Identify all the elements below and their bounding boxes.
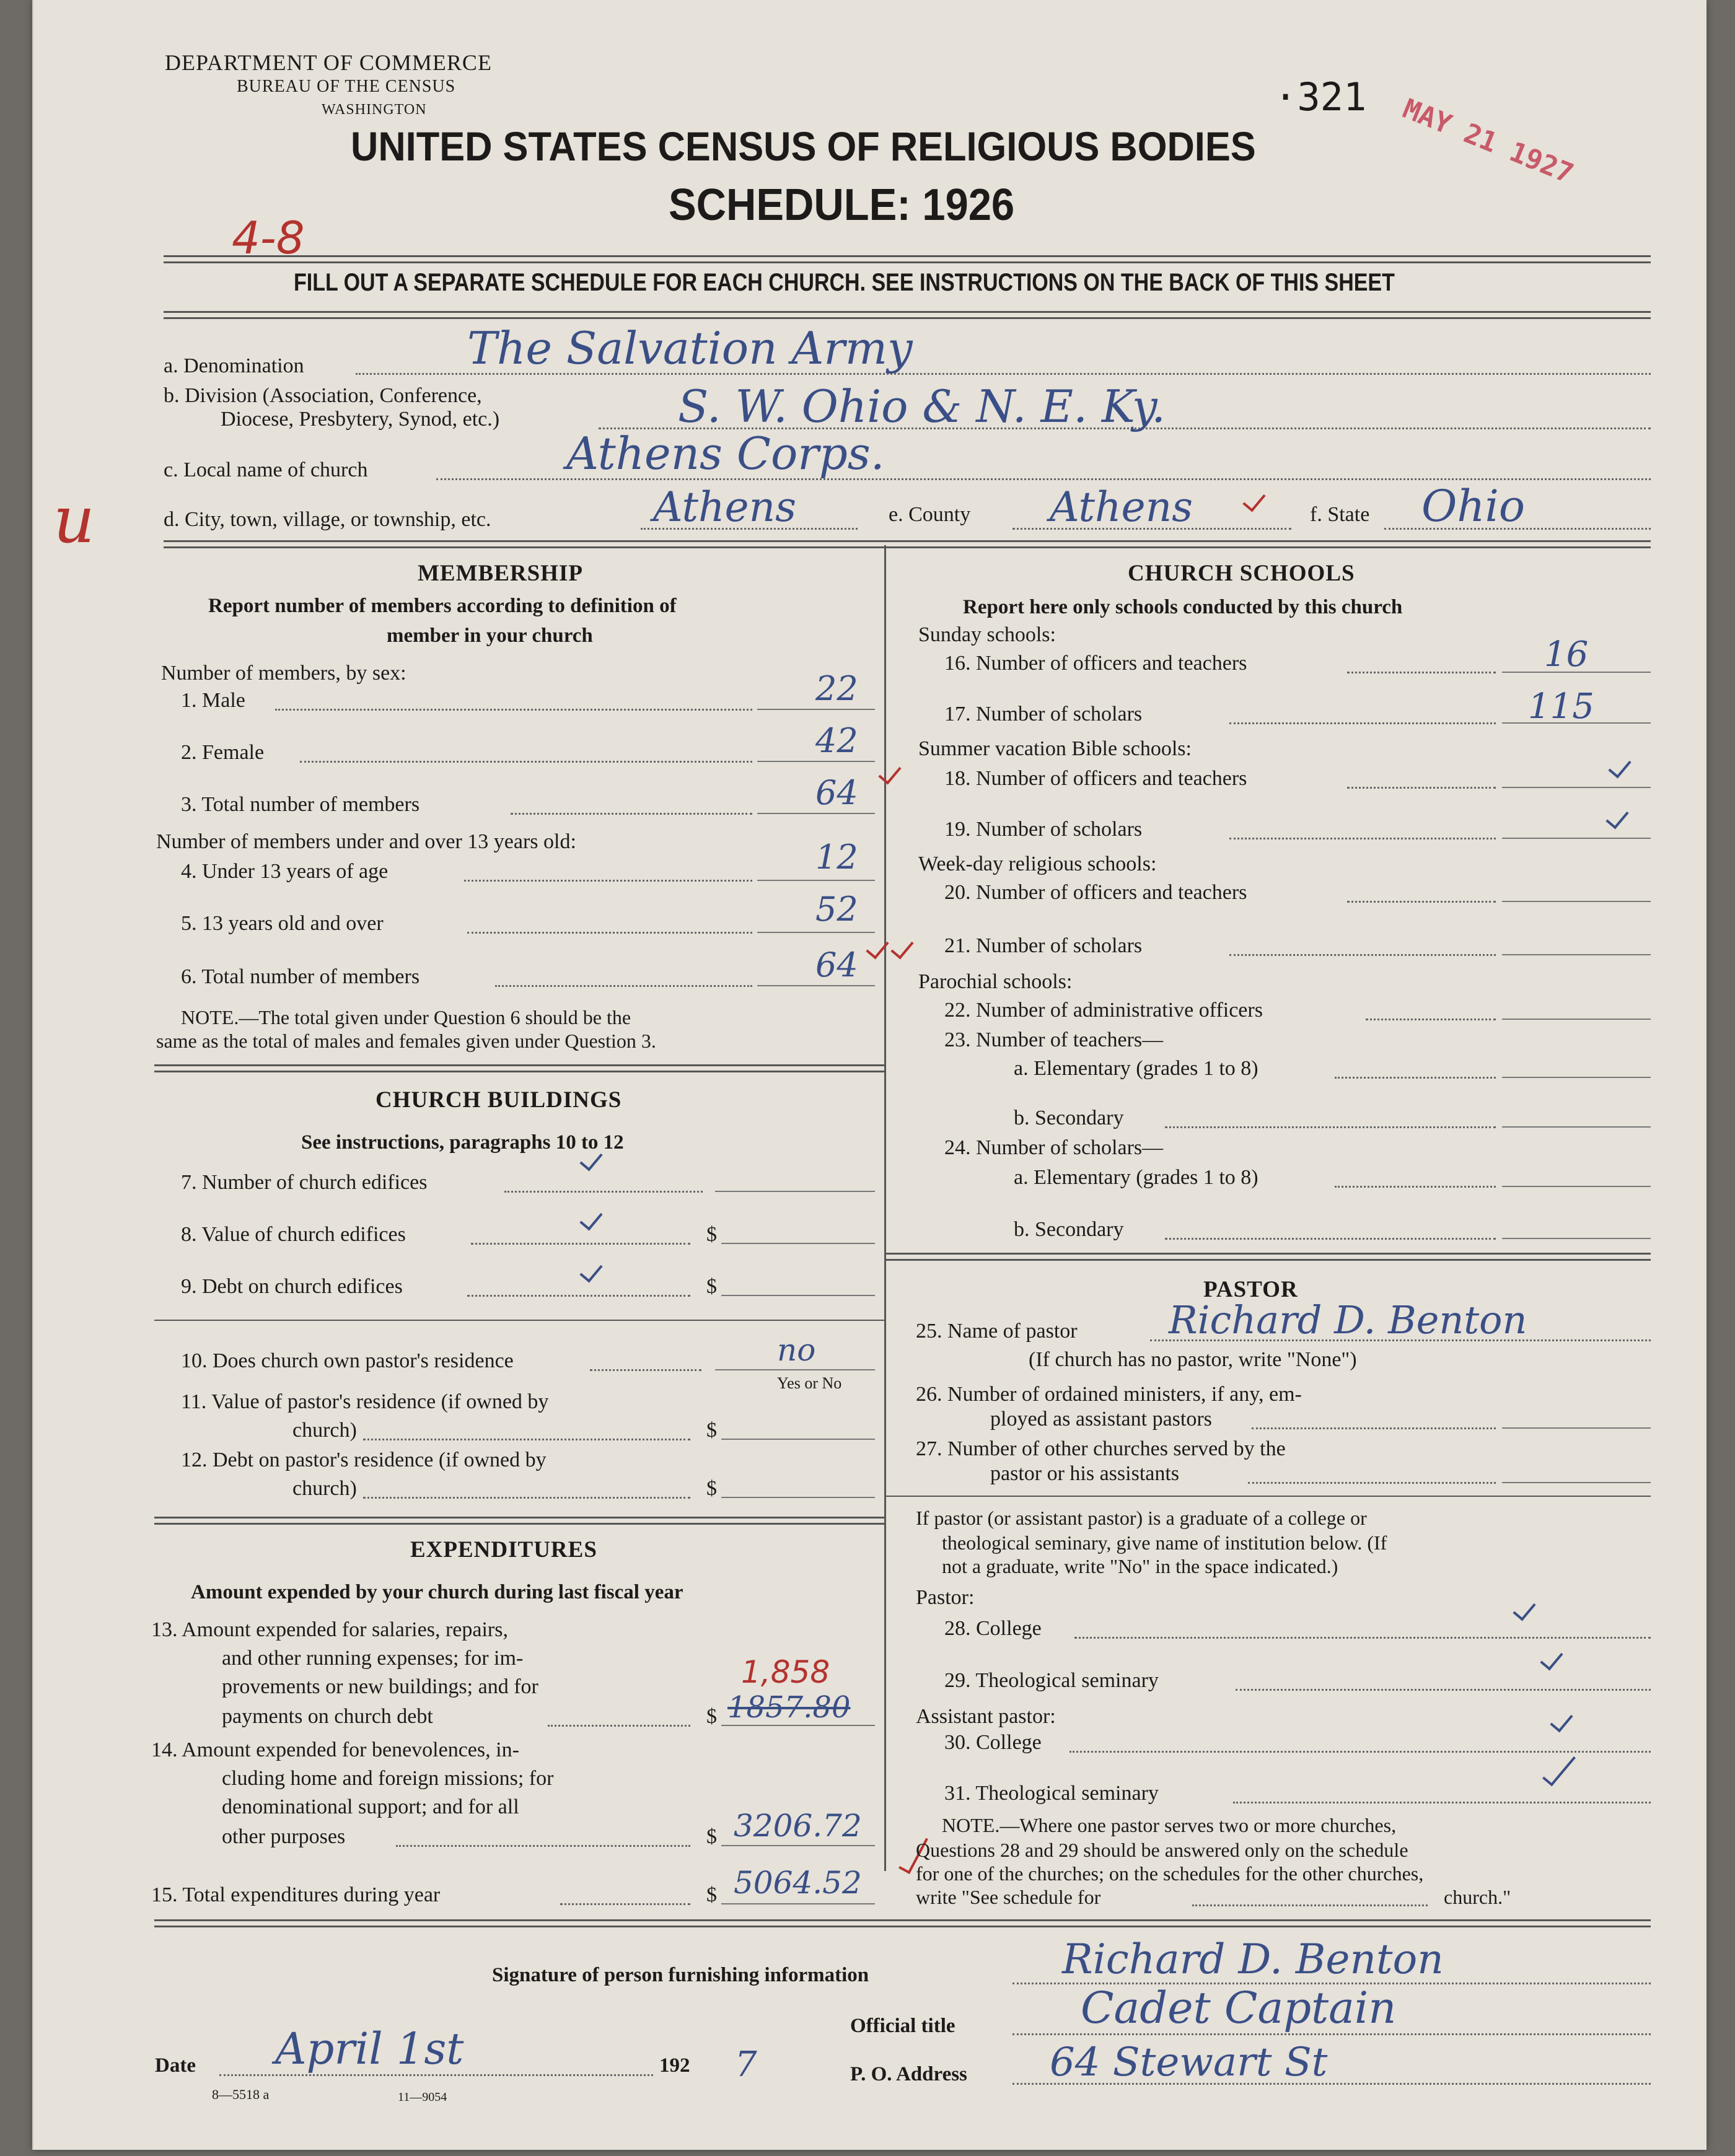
- q13-label-3: provements or new buildings; and for: [222, 1675, 538, 1698]
- division-value[interactable]: S. W. Ohio & N. E. Ky.: [678, 380, 1166, 432]
- q27-label-1: 27. Number of other churches served by the: [916, 1437, 1286, 1460]
- yes-or-no-hint: Yes or No: [777, 1374, 842, 1392]
- date-value[interactable]: April 1st: [275, 2023, 464, 2074]
- q23-label: 23. Number of teachers—: [944, 1028, 1164, 1051]
- q9-edifice-debt-label: 9. Debt on church edifices: [181, 1275, 403, 1298]
- q4-under13-label: 4. Under 13 years of age: [181, 860, 389, 883]
- q7-edifices-label: 7. Number of church edifices: [181, 1171, 428, 1194]
- graduate-instruction-3: not a graduate, write "No" in the space indicated.): [942, 1555, 1338, 1577]
- state-label: f. State: [1310, 503, 1370, 526]
- department-label: DEPARTMENT OF COMMERCE: [165, 50, 492, 75]
- denomination-label: a. Denomination: [164, 354, 304, 377]
- q17-value[interactable]: 115: [1528, 686, 1594, 727]
- received-date-stamp: MAY 21 1927: [1398, 93, 1578, 190]
- bureau-label: BUREAU OF THE CENSUS: [237, 77, 456, 96]
- q16-label: 16. Number of officers and teachers: [944, 652, 1247, 675]
- city-label: d. City, town, village, or township, etc.: [164, 508, 491, 531]
- q20-label: 20. Number of officers and teachers: [944, 881, 1247, 904]
- pastor-note-2: Questions 28 and 29 should be answered only on the schedule: [916, 1839, 1408, 1861]
- separate-schedule-instruction: FILL OUT A SEPARATE SCHEDULE FOR EACH CHURCH. SEE INSTRUCTIONS ON THE BACK OF THIS SHEET: [294, 269, 1395, 296]
- form-code-2: 11—9054: [398, 2090, 447, 2104]
- church-schools-subheading: Report here only schools conducted by this church: [963, 596, 1403, 618]
- q19-label: 19. Number of scholars: [944, 818, 1143, 841]
- q8-edifice-value-label: 8. Value of church edifices: [181, 1223, 406, 1246]
- membership-heading: MEMBERSHIP: [418, 561, 583, 586]
- q13-corrected-value[interactable]: 1,858: [741, 1654, 830, 1690]
- q13-label-2: and other running expenses; for im-: [222, 1647, 524, 1670]
- schedule-number: ·321: [1274, 74, 1367, 120]
- q15-total-label: 15. Total expenditures during year: [151, 1883, 441, 1906]
- pastor-note-4-end: church.": [1444, 1886, 1511, 1908]
- red-reference-mark: 4-8: [232, 212, 305, 264]
- q2-female-label: 2. Female: [181, 741, 265, 764]
- q14-label-2: cluding home and foreign missions; for: [222, 1767, 554, 1790]
- q25-label: 25. Name of pastor: [916, 1320, 1078, 1343]
- q9-dollar-sign: $: [706, 1275, 717, 1298]
- pastor-note-4: write "See schedule for: [916, 1886, 1101, 1908]
- membership-note-line1: NOTE.—The total given under Question 6 should be the: [181, 1006, 631, 1028]
- q25-note: (If church has no pastor, write "None"): [1029, 1348, 1357, 1371]
- expenditures-subheading: Amount expended by your church during last fiscal year: [191, 1581, 683, 1603]
- q21-label: 21. Number of scholars: [944, 934, 1143, 957]
- pastor-subsection-label: Pastor:: [916, 1586, 975, 1609]
- q25-pastor-name[interactable]: Richard D. Benton: [1169, 1297, 1527, 1343]
- pastor-note-1: NOTE.—Where one pastor serves two or more churches,: [942, 1814, 1397, 1836]
- q4-under13-value[interactable]: 12: [815, 838, 858, 877]
- membership-subheading-2: member in your church: [387, 624, 593, 647]
- q26-label-1: 26. Number of ordained ministers, if any, em-: [916, 1383, 1302, 1406]
- parochial-schools-label: Parochial schools:: [918, 970, 1073, 993]
- state-value[interactable]: Ohio: [1421, 481, 1526, 532]
- census-schedule-sheet: [32, 0, 1706, 2150]
- official-title-label: Official title: [850, 2015, 955, 2037]
- q18-label: 18. Number of officers and teachers: [944, 767, 1247, 790]
- q24b-label: b. Secondary: [1014, 1218, 1124, 1241]
- q30-label: 30. College: [944, 1731, 1042, 1754]
- schedule-year-title: SCHEDULE: 1926: [669, 180, 1015, 230]
- q15-total-value[interactable]: 5064.52: [734, 1865, 862, 1901]
- q14-value[interactable]: 3206.72: [734, 1808, 862, 1844]
- q11-residence-value-label-1: 11. Value of pastor's residence (if owned by: [181, 1390, 549, 1413]
- assistant-pastor-label: Assistant pastor:: [916, 1705, 1056, 1728]
- local-name-value[interactable]: Athens Corps.: [566, 427, 885, 480]
- form-title: UNITED STATES CENSUS OF RELIGIOUS BODIES: [351, 123, 1256, 169]
- q10-residence-label: 10. Does church own pastor's residence: [181, 1349, 514, 1372]
- q2-female-value[interactable]: 42: [815, 721, 858, 760]
- q5-13plus-value[interactable]: 52: [815, 890, 858, 929]
- q14-dollar-sign: $: [706, 1825, 717, 1848]
- margin-check-mark: u: [53, 482, 95, 558]
- form-code-1: 8—5518 a: [212, 2087, 270, 2102]
- q15-dollar-sign: $: [706, 1883, 717, 1906]
- q6-total-label: 6. Total number of members: [181, 965, 420, 988]
- county-value[interactable]: Athens: [1050, 483, 1193, 531]
- q11-residence-value-label-2: church): [292, 1419, 357, 1442]
- pastor-heading: PASTOR: [1203, 1277, 1298, 1302]
- date-label: Date: [155, 2054, 196, 2077]
- q17-label: 17. Number of scholars: [944, 703, 1143, 725]
- county-label: e. County: [889, 503, 971, 526]
- q13-label-1: 13. Amount expended for salaries, repairs,: [151, 1618, 508, 1641]
- q23a-label: a. Elementary (grades 1 to 8): [1014, 1057, 1258, 1080]
- members-by-sex-label: Number of members, by sex:: [161, 662, 406, 685]
- division-label-line1: b. Division (Association, Conference,: [164, 384, 482, 407]
- division-label-line2: Diocese, Presbytery, Synod, etc.): [221, 408, 500, 431]
- q13-original-value[interactable]: 1857.80: [727, 1690, 851, 1725]
- graduate-instruction-2: theological seminary, give name of institution below. (If: [942, 1532, 1387, 1554]
- signature-label: Signature of person furnishing information: [492, 1964, 869, 1986]
- local-name-label: c. Local name of church: [164, 458, 368, 481]
- q14-label-3: denominational support; and for all: [222, 1795, 519, 1818]
- official-title-value[interactable]: Cadet Captain: [1081, 1983, 1397, 2033]
- q3-total-value[interactable]: 64: [815, 773, 858, 812]
- q12-residence-debt-label-1: 12. Debt on pastor's residence (if owned by: [181, 1448, 547, 1471]
- sunday-schools-label: Sunday schools:: [918, 623, 1056, 646]
- q11-dollar-sign: $: [706, 1419, 717, 1442]
- po-address-label: P. O. Address: [850, 2063, 967, 2085]
- expenditures-heading: EXPENDITURES: [410, 1537, 597, 1562]
- q13-label-4: payments on church debt: [222, 1705, 433, 1728]
- denomination-value[interactable]: The Salvation Army: [467, 322, 913, 374]
- q23b-label: b. Secondary: [1014, 1106, 1124, 1129]
- weekday-schools-label: Week-day religious schools:: [918, 852, 1157, 875]
- q10-residence-value[interactable]: no: [777, 1332, 816, 1368]
- church-buildings-heading: CHURCH BUILDINGS: [376, 1087, 622, 1113]
- q1-male-label: 1. Male: [181, 689, 245, 712]
- church-schools-heading: CHURCH SCHOOLS: [1128, 561, 1355, 586]
- q8-dollar-sign: $: [706, 1223, 717, 1246]
- church-buildings-subheading: See instructions, paragraphs 10 to 12: [301, 1131, 624, 1154]
- q28-label: 28. College: [944, 1617, 1042, 1640]
- q13-dollar-sign: $: [706, 1705, 717, 1728]
- age-breakdown-label: Number of members under and over 13 years old:: [156, 830, 576, 853]
- q1-male-value[interactable]: 22: [815, 669, 858, 708]
- q16-value[interactable]: 16: [1544, 634, 1589, 675]
- q14-label-1: 14. Amount expended for benevolences, in-: [151, 1738, 519, 1761]
- q22-label: 22. Number of administrative officers: [944, 999, 1263, 1022]
- q26-label-2: ployed as assistant pastors: [990, 1408, 1212, 1431]
- year-printed: 192: [659, 2054, 690, 2077]
- membership-subheading-1: Report number of members according to definition of: [208, 595, 677, 617]
- q27-label-2: pastor or his assistants: [990, 1462, 1180, 1485]
- washington-label: WASHINGTON: [322, 102, 427, 118]
- q29-label: 29. Theological seminary: [944, 1669, 1159, 1692]
- city-value[interactable]: Athens: [653, 483, 796, 531]
- signature-value[interactable]: Richard D. Benton: [1062, 1935, 1444, 1983]
- membership-note-line2: same as the total of males and females given under Question 3.: [156, 1030, 656, 1052]
- q6-total-value[interactable]: 64: [815, 945, 858, 984]
- q24-label: 24. Number of scholars—: [944, 1136, 1164, 1159]
- year-handwritten[interactable]: 7: [735, 2044, 757, 2085]
- q31-label: 31. Theological seminary: [944, 1782, 1159, 1805]
- q12-dollar-sign: $: [706, 1477, 717, 1500]
- pastor-note-3: for one of the churches; on the schedules for the other churches,: [916, 1862, 1424, 1885]
- po-address-value[interactable]: 64 Stewart St: [1050, 2040, 1328, 2085]
- graduate-instruction-1: If pastor (or assistant pastor) is a graduate of a college or: [916, 1507, 1367, 1529]
- summer-schools-label: Summer vacation Bible schools:: [918, 737, 1192, 760]
- q5-13plus-label: 5. 13 years old and over: [181, 912, 384, 935]
- q3-total-label: 3. Total number of members: [181, 793, 420, 816]
- q14-label-4: other purposes: [222, 1825, 346, 1848]
- q24a-label: a. Elementary (grades 1 to 8): [1014, 1166, 1258, 1189]
- q12-residence-debt-label-2: church): [292, 1477, 357, 1500]
